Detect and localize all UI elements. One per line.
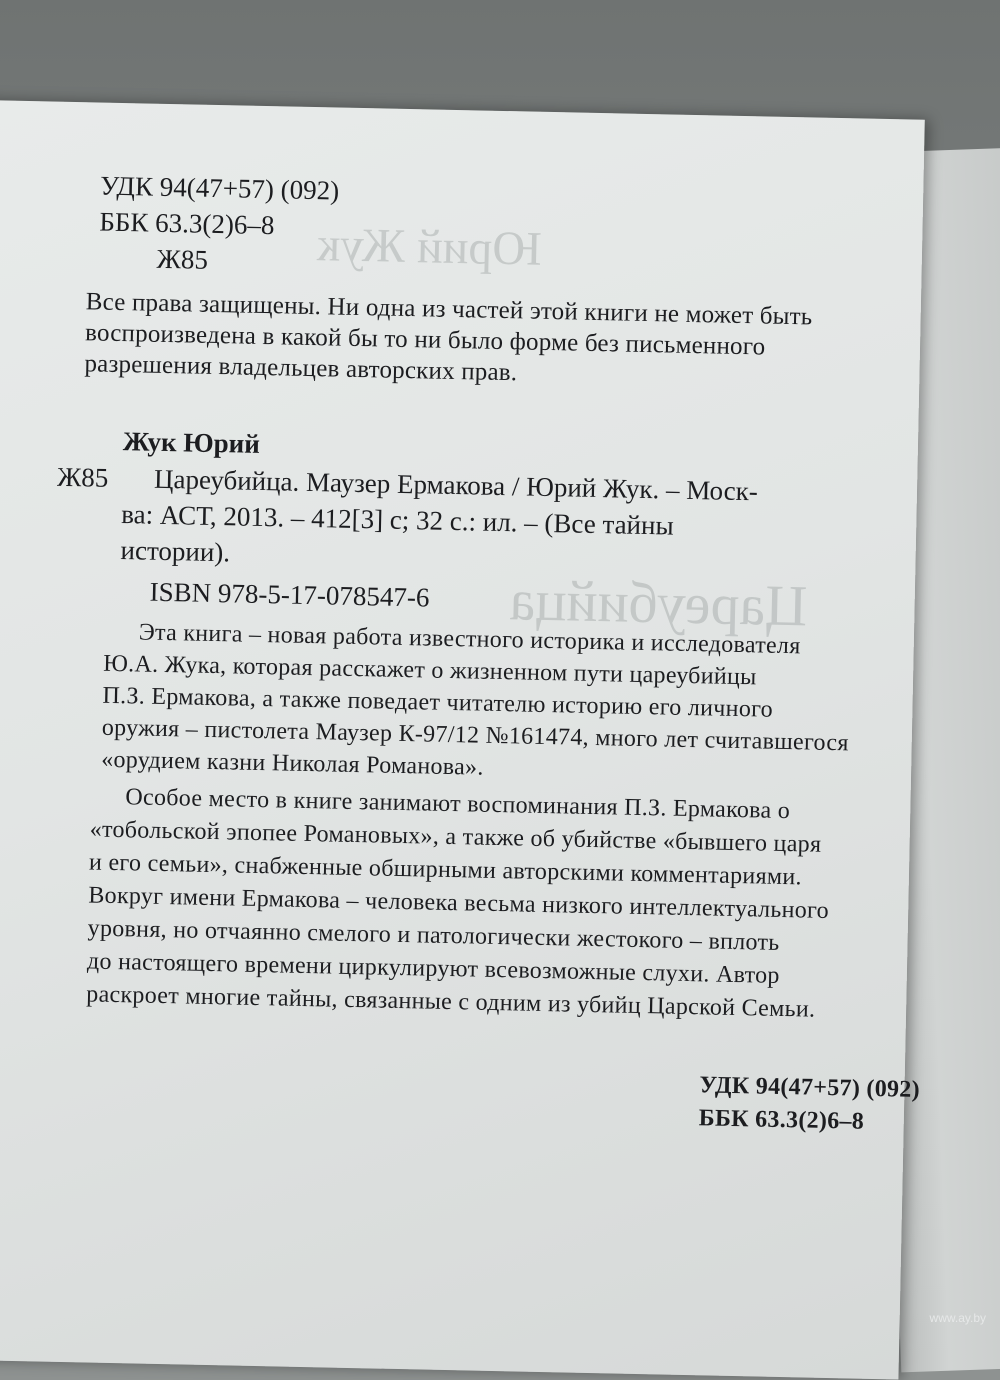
rights-line: Все права защищены. Ни одна из частей этой книги не может быть	[85, 288, 813, 331]
bleed-through-author: Юрий Жук	[316, 218, 543, 276]
annotation-line: уровня, но отчаянно смелого и патологически жестокого – вплоть	[87, 915, 780, 956]
header-bbk: ББК 63.3(2)6–8	[99, 206, 275, 241]
footer-udk: УДК 94(47+57) (092)	[699, 1072, 921, 1103]
annotation-line: до настоящего времени циркулируют всевозможные слухи. Автор	[86, 948, 780, 989]
header-author-sign: Ж85	[156, 243, 209, 275]
catalog-entry-line: истории).	[120, 535, 231, 568]
annotation-line: оружия – пистолета Маузер К-97/12 №161474, много лет считавшегося	[101, 714, 849, 757]
annotation-line: Особое место в книге занимают воспоминания П.З. Ермакова о	[125, 784, 791, 825]
book-page	[0, 100, 925, 1380]
annotation-line: «тобольской эпопее Романовых», а также об убийстве «бывшего царя	[89, 816, 822, 858]
annotation-line: «орудием казни Николая Романова».	[100, 746, 484, 781]
catalog-entry-line: ва: АСТ, 2013. – 412[3] с; 32 с.: ил. – (Все тайны	[121, 499, 674, 541]
catalog-isbn: ISBN 978-5-17-078547-6	[149, 576, 430, 613]
header-udk: УДК 94(47+57) (092)	[99, 170, 340, 206]
annotation-line: и его семьи», снабженные обширными авторскими комментариями.	[88, 849, 803, 891]
annotation-line: Ю.А. Жука, которая расскажет о жизненном пути цареубийцы	[102, 650, 757, 691]
annotation-line: Вокруг имени Ермакова – человека весьма низкого интеллектуального	[88, 882, 830, 924]
annotation-line: раскроет многие тайны, связанные с одним из убийц Царской Семьи.	[86, 981, 816, 1023]
bleed-through-title: Цареубийца	[508, 567, 808, 639]
annotation-line: П.З. Ермакова, а также поведает читателю историю его личного	[102, 682, 774, 723]
catalog-author-heading: Жук Юрий	[122, 426, 261, 459]
catalog-entry-line: Цареубийца. Маузер Ермакова / Юрий Жук. – Моск-	[153, 463, 759, 507]
annotation-line: Эта книга – новая работа известного историка и исследователя	[138, 619, 801, 660]
catalog-author-sign: Ж85	[56, 461, 109, 493]
footer-bbk: ББК 63.3(2)6–8	[698, 1105, 865, 1135]
rights-line: разрешения владельцев авторских прав.	[84, 350, 518, 387]
rights-line: воспроизведена в какой бы то ни было форме без письменного	[84, 319, 766, 361]
watermark: www.ay.by	[929, 1311, 986, 1325]
